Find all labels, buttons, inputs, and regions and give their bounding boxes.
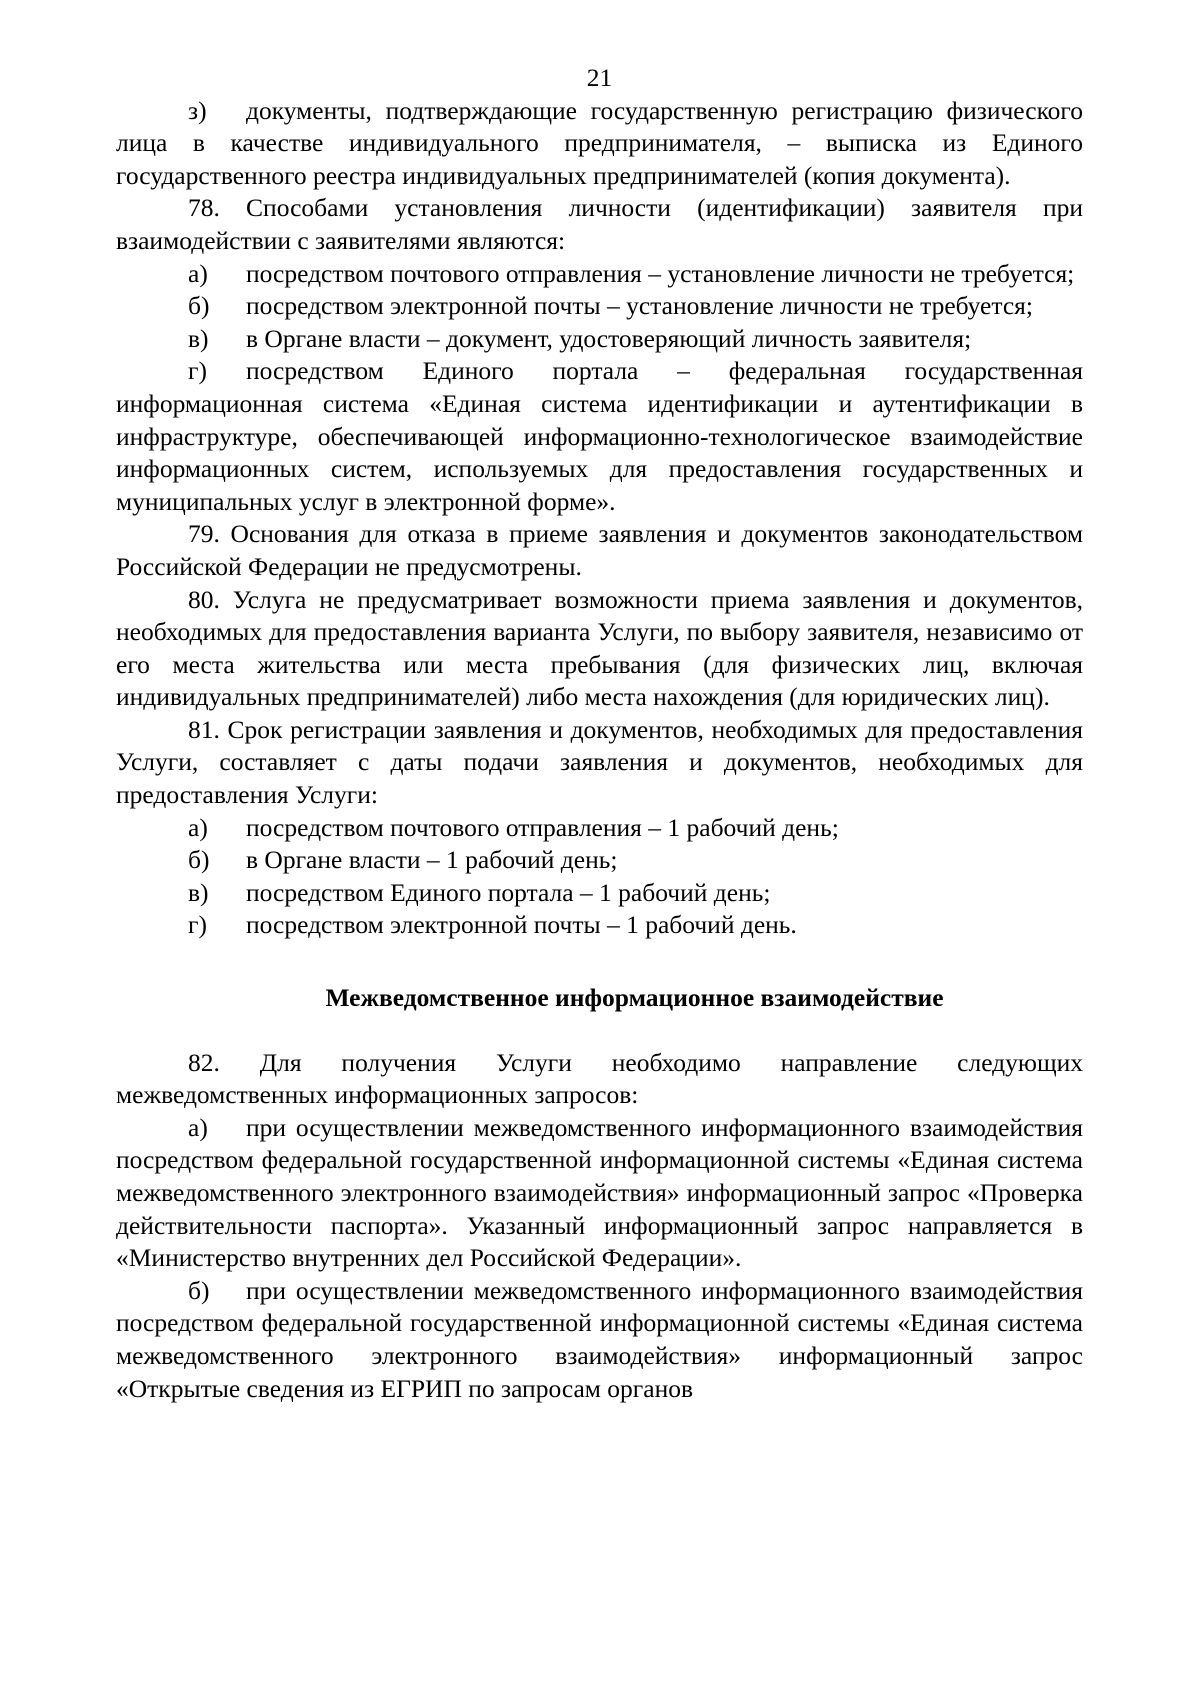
item-text: посредством электронной почты – 1 рабочий день. xyxy=(246,910,797,940)
paragraph-81: 81. Срок регистрации заявления и документов, необходимых для предоставления Услуги, составляет с даты подачи заявления и документов, необходимых для предоставления Услуги: xyxy=(116,714,1083,810)
item-marker: в) xyxy=(188,877,209,907)
item-text: посредством электронной почты – установление личности не требуется; xyxy=(246,291,1033,321)
page-number: 21 xyxy=(586,63,613,92)
item-marker: а) xyxy=(188,812,208,842)
item-marker: б) xyxy=(188,1275,210,1305)
list-item-b xyxy=(116,1275,1083,1405)
list-item-g xyxy=(116,355,1083,518)
item-text: посредством почтового отправления – 1 рабочий день; xyxy=(246,812,839,842)
item-text: при осуществлении межведомственного информационного взаимодействия посредством федеральной государственной информационной системы «Единая система межведомственного электронного взаимодействия» информационный запрос «Открытые сведения из ЕГРИП по запросам органов xyxy=(116,1275,1083,1403)
list-item-b xyxy=(116,844,1083,877)
item-text: посредством Единого портала – федеральная государственная информационная система «Единая система идентификации и аутентификации в инфраструктуре, обеспечивающей информационно-технологическое взаимодействие информационных систем, используемых для предоставления государственных и муниципальных услуг в электронной форме». xyxy=(116,356,1083,516)
paragraph-78: 78. Способами установления личности (идентификации) заявителя при взаимодействии с заявителями являются: xyxy=(116,193,1083,255)
list-item-z xyxy=(116,95,1083,193)
list-item-v xyxy=(116,877,1083,910)
list-item-a xyxy=(116,258,1083,291)
item-marker: а) xyxy=(188,258,208,288)
item-text: посредством почтового отправления – установление личности не требуется; xyxy=(246,258,1075,288)
item-marker: а) xyxy=(188,1112,208,1142)
list-item-a xyxy=(116,812,1083,845)
item-marker: б) xyxy=(188,845,210,875)
item-text: документы, подтверждающие государственную регистрацию физического лица в качестве индивидуального предпринимателя, – выписка из Единого государственного реестра индивидуальных предпринимателей (копия документа). xyxy=(116,95,1083,190)
paragraph-80: 80. Услуга не предусматривает возможности приема заявления и документов, необходимых для предоставления варианта Услуги, по выбору заявителя, независимо от его места жительства или места пребывания (для физических лиц, включая индивидуальных предпринимателей) либо места нахождения (для юридических лиц). xyxy=(116,584,1083,712)
item-marker: г) xyxy=(188,910,207,940)
item-text: в Органе власти – документ, удостоверяющий личность заявителя; xyxy=(246,323,972,353)
item-text: при осуществлении межведомственного информационного взаимодействия посредством федеральной государственной информационной системы «Единая система межведомственного электронного взаимодействия» информационный запрос «Проверка действительности паспорта». Указанный информационный запрос направляется в «Министерство внутренних дел Российской Федерации». xyxy=(116,1112,1083,1273)
list-item-g xyxy=(116,909,1083,942)
item-text: посредством Единого портала – 1 рабочий день; xyxy=(246,877,771,907)
item-marker: в) xyxy=(188,323,209,353)
section-heading: Межведомственное информационное взаимодействие xyxy=(325,983,944,1013)
paragraph-79: 79. Основания для отказа в приеме заявления и документов законодательством Российской Федерации не предусмотрены. xyxy=(116,519,1083,581)
document-page xyxy=(116,62,1083,1405)
paragraph-82: 82. Для получения Услуги необходимо направление следующих межведомственных информационных запросов: xyxy=(116,1047,1083,1110)
item-marker: г) xyxy=(188,356,207,386)
list-item-b xyxy=(116,290,1083,323)
list-item-a xyxy=(116,1112,1083,1275)
item-text: в Органе власти – 1 рабочий день; xyxy=(246,845,618,875)
item-marker: б) xyxy=(188,291,210,321)
item-marker: з) xyxy=(188,95,207,125)
list-item-v xyxy=(116,323,1083,356)
